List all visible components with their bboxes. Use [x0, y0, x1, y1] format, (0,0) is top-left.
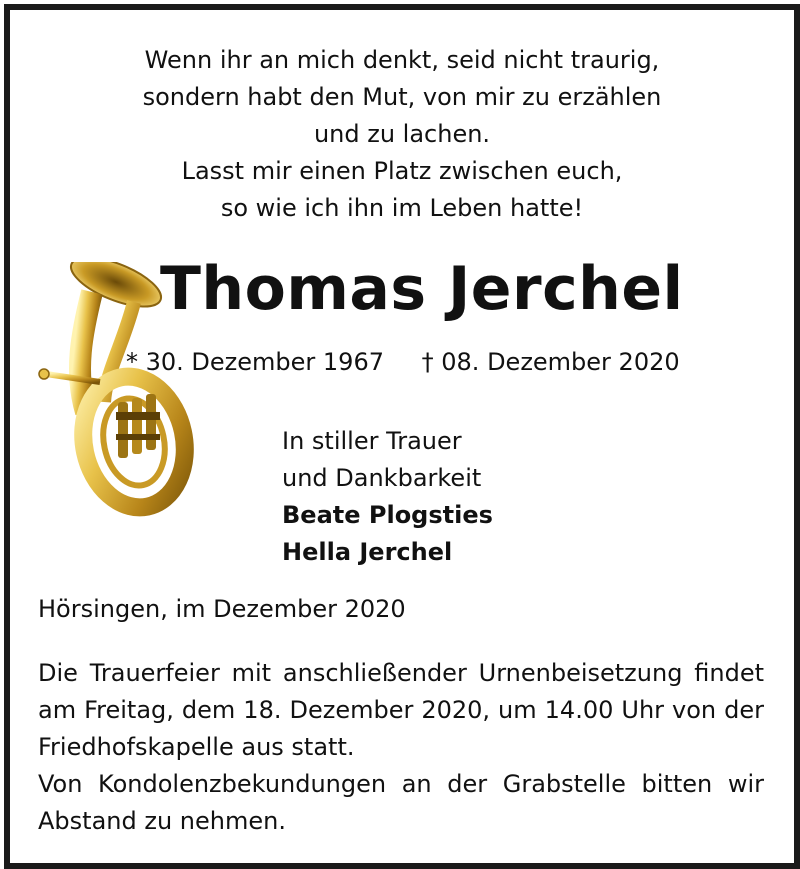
- announcement-paragraph: Von Kondolenzbekundungen an der Grabstelle bitten wir Abstand zu nehmen.: [38, 770, 764, 835]
- poem-line: Lasst mir einen Platz zwischen euch,: [181, 157, 623, 185]
- announcement: [38, 655, 764, 840]
- poem-line: sondern habt den Mut, von mir zu erzählen: [142, 83, 662, 111]
- poem-line: und zu lachen.: [313, 120, 491, 148]
- poem: [10, 42, 794, 227]
- announcement-paragraph: Die Trauerfeier mit anschließender Urnenbeisetzung findet am Freitag, dem 18. Dezember 2020, um 14.00 Uhr von der Friedhofskapelle aus statt.: [38, 659, 764, 761]
- mourner-name: Beate Plogsties: [282, 501, 493, 529]
- birth-date: * 30. Dezember 1967: [126, 348, 384, 376]
- mourning-line: In stiller Trauer: [282, 427, 462, 455]
- mourner-name: Hella Jerchel: [282, 538, 453, 566]
- deceased-name: Thomas Jerchel: [160, 254, 684, 324]
- poem-line: Wenn ihr an mich denkt, seid nicht traurig,: [144, 46, 660, 74]
- death-date: † 08. Dezember 2020: [421, 348, 680, 376]
- place-date: Hörsingen, im Dezember 2020: [38, 595, 406, 623]
- mourning-line: und Dankbarkeit: [282, 464, 482, 492]
- poem-line: so wie ich ihn im Leben hatte!: [220, 194, 584, 222]
- life-dates: [126, 348, 680, 376]
- mourners: [282, 423, 493, 571]
- obituary-frame: [4, 4, 800, 869]
